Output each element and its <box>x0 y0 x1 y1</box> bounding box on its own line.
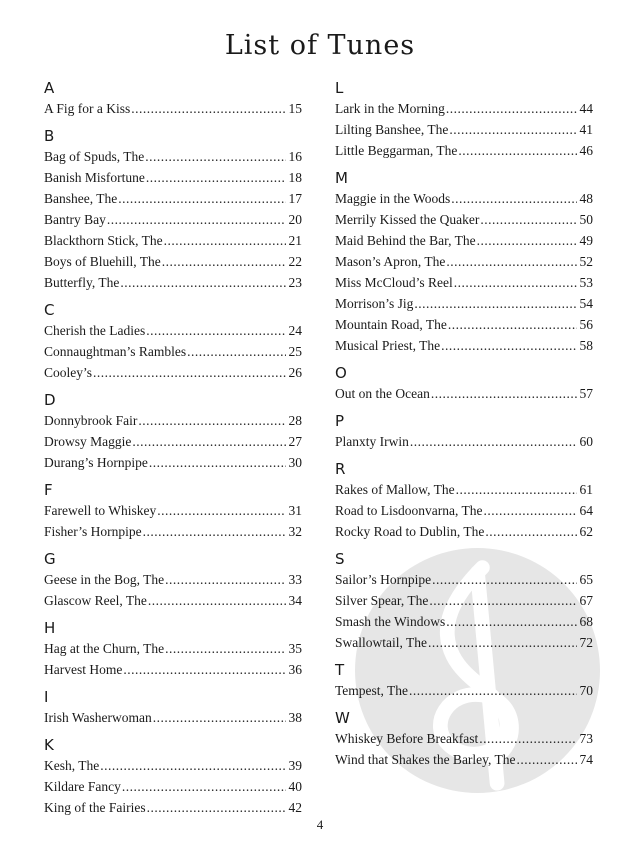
tune-page-number: 52 <box>579 254 593 269</box>
tune-page-number: 64 <box>579 503 593 518</box>
tune-page-number: 34 <box>288 593 302 608</box>
tune-page-number: 74 <box>579 752 593 767</box>
tune-page-number: 68 <box>579 614 593 629</box>
tune-entry <box>44 521 302 542</box>
tune-page-number: 62 <box>579 524 593 539</box>
tune-entry <box>44 362 302 383</box>
dot-leader <box>162 251 286 272</box>
section-letter: H <box>44 619 56 637</box>
tune-entry <box>335 209 593 230</box>
tune-page-number: 28 <box>288 413 302 428</box>
dot-leader <box>414 293 576 314</box>
tune-entry <box>335 230 593 251</box>
dot-leader <box>93 362 285 383</box>
tune-page-number: 25 <box>288 344 302 359</box>
section-b <box>44 126 302 293</box>
tune-page-number: 27 <box>288 434 302 449</box>
tune-name: Butterfly, The <box>44 275 120 290</box>
tune-name: Whiskey Before Breakfast <box>335 731 479 746</box>
tune-name: Planxty Irwin <box>335 434 409 449</box>
section-p <box>335 411 593 452</box>
tune-page-number: 35 <box>288 641 302 656</box>
dot-leader <box>446 251 576 272</box>
section-letter: W <box>335 709 350 727</box>
tune-entry <box>44 659 302 680</box>
tune-entry <box>335 251 593 272</box>
tune-name: Farewell to Whiskey <box>44 503 157 518</box>
tune-entry <box>44 638 302 659</box>
tune-page-number: 15 <box>288 101 302 116</box>
tune-entry <box>44 251 302 272</box>
tune-page-number: 57 <box>579 386 593 401</box>
dot-leader <box>147 797 286 818</box>
tune-entry <box>335 611 593 632</box>
section-letter: D <box>44 391 56 409</box>
dot-leader <box>157 500 285 521</box>
dot-leader <box>165 638 285 659</box>
left-column <box>44 78 302 818</box>
tune-entry <box>44 341 302 362</box>
tune-entry <box>335 500 593 521</box>
section-t <box>335 660 593 701</box>
tune-name: A Fig for a Kiss <box>44 101 131 116</box>
tune-name: Maid Behind the Bar, The <box>335 233 476 248</box>
tune-page-number: 56 <box>579 317 593 332</box>
dot-leader <box>429 590 576 611</box>
tune-entry <box>335 293 593 314</box>
dot-leader <box>480 209 576 230</box>
section-letter: G <box>44 550 56 568</box>
dot-leader <box>138 410 285 431</box>
dot-leader <box>132 431 285 452</box>
tune-name: Mountain Road, The <box>335 317 447 332</box>
dot-leader <box>477 230 577 251</box>
dot-leader <box>153 707 286 728</box>
section-h <box>44 618 302 680</box>
tune-page-number: 42 <box>288 800 302 815</box>
tune-name: Durang’s Hornpipe <box>44 455 148 470</box>
dot-leader <box>164 230 286 251</box>
section-letter: I <box>44 688 49 706</box>
tune-entry <box>335 383 593 404</box>
tune-page-number: 60 <box>579 434 593 449</box>
tune-page-number: 44 <box>579 101 593 116</box>
tune-page-number: 53 <box>579 275 593 290</box>
tune-name: Donnybrook Fair <box>44 413 138 428</box>
tune-entry <box>44 209 302 230</box>
tune-page-number: 23 <box>288 275 302 290</box>
section-w <box>335 708 593 770</box>
dot-leader <box>409 680 576 701</box>
section-letter: S <box>335 550 345 568</box>
tune-page-number: 40 <box>288 779 302 794</box>
tune-name: Bantry Bay <box>44 212 106 227</box>
tune-name: Banshee, The <box>44 191 118 206</box>
dot-leader <box>428 632 577 653</box>
dot-leader <box>146 167 286 188</box>
page-title: List of Tunes <box>224 30 416 61</box>
tune-name: Connaughtman’s Rambles <box>44 344 187 359</box>
tune-name: Hag at the Churn, The <box>44 641 165 656</box>
section-letter: B <box>44 127 55 145</box>
section-letter: P <box>335 412 345 430</box>
tune-entry <box>335 140 593 161</box>
tune-page-number: 36 <box>288 662 302 677</box>
tune-name: Maggie in the Woods <box>335 191 451 206</box>
tune-entry <box>335 680 593 701</box>
tune-name: Sailor’s Hornpipe <box>335 572 432 587</box>
tune-name: Glascow Reel, The <box>44 593 147 608</box>
dot-leader <box>446 98 577 119</box>
dot-leader <box>448 314 577 335</box>
dot-leader <box>100 755 285 776</box>
tune-entry <box>335 728 593 749</box>
tune-entry <box>335 188 593 209</box>
tune-name: Rocky Road to Dublin, The <box>335 524 485 539</box>
tune-name: Kesh, The <box>44 758 100 773</box>
tune-entry <box>44 590 302 611</box>
tune-entry <box>44 320 302 341</box>
tune-entry <box>44 797 302 818</box>
tune-name: Silver Spear, The <box>335 593 429 608</box>
tune-page-number: 72 <box>579 635 593 650</box>
tune-entry <box>44 569 302 590</box>
tune-page-number: 41 <box>579 122 593 137</box>
tune-page-number: 50 <box>579 212 593 227</box>
dot-leader <box>451 188 576 209</box>
tune-page-number: 20 <box>288 212 302 227</box>
tune-entry <box>44 167 302 188</box>
tune-entry <box>44 755 302 776</box>
tune-entry <box>335 119 593 140</box>
dot-leader <box>454 272 577 293</box>
tune-entry <box>335 590 593 611</box>
tune-name: Banish Misfortune <box>44 170 145 185</box>
dot-leader <box>456 479 577 500</box>
dot-leader <box>479 728 576 749</box>
dot-leader <box>118 188 285 209</box>
dot-leader <box>149 452 286 473</box>
section-letter: F <box>44 481 53 499</box>
tune-page-number: 67 <box>579 593 593 608</box>
section-letter: T <box>335 661 345 679</box>
dot-leader <box>432 569 576 590</box>
right-column <box>335 78 593 770</box>
tune-entry <box>335 272 593 293</box>
tune-name: Kildare Fancy <box>44 779 121 794</box>
section-letter: K <box>44 736 54 754</box>
section-s <box>335 549 593 653</box>
section-m <box>335 168 593 356</box>
tune-page-number: 48 <box>579 191 593 206</box>
tune-name: Lark in the Morning <box>335 101 445 116</box>
dot-leader <box>146 320 285 341</box>
tune-name: Smash the Windows <box>335 614 446 629</box>
tune-name: Musical Priest, The <box>335 338 441 353</box>
tune-page-number: 21 <box>288 233 302 248</box>
section-l <box>335 78 593 161</box>
tune-name: Boys of Bluehill, The <box>44 254 161 269</box>
tune-page-number: 26 <box>288 365 302 380</box>
tune-entry <box>44 272 302 293</box>
dot-leader <box>431 383 577 404</box>
section-o <box>335 363 593 404</box>
tune-page-number: 38 <box>288 710 302 725</box>
section-k <box>44 735 302 818</box>
tune-name: Wind that Shakes the Barley, The <box>335 752 516 767</box>
dot-leader <box>148 590 286 611</box>
section-letter: A <box>44 79 55 97</box>
tune-name: King of the Fairies <box>44 800 146 815</box>
tune-page-number: 17 <box>288 191 302 206</box>
dot-leader <box>145 146 285 167</box>
tune-page-number: 22 <box>288 254 302 269</box>
dot-leader <box>187 341 285 362</box>
tune-name: Road to Lisdoonvarna, The <box>335 503 483 518</box>
dot-leader <box>165 569 285 590</box>
tune-page-number: 58 <box>579 338 593 353</box>
tune-name: Cooley’s <box>44 365 93 380</box>
tune-name: Lilting Banshee, The <box>335 122 449 137</box>
dot-leader <box>143 521 286 542</box>
tune-entry <box>44 776 302 797</box>
tune-page-number: 24 <box>288 323 302 338</box>
tune-entry <box>335 431 593 452</box>
tune-entry <box>44 188 302 209</box>
tune-page-number: 49 <box>579 233 593 248</box>
tune-name: Drowsy Maggie <box>44 434 132 449</box>
tune-page-number: 39 <box>288 758 302 773</box>
tune-entry <box>44 452 302 473</box>
section-i <box>44 687 302 728</box>
tune-page-number: 46 <box>579 143 593 158</box>
tune-name: Mason’s Apron, The <box>335 254 446 269</box>
tune-page-number: 30 <box>288 455 302 470</box>
dot-leader <box>122 776 286 797</box>
tune-entry <box>335 314 593 335</box>
section-r <box>335 459 593 542</box>
dot-leader <box>123 659 285 680</box>
tune-page-number: 54 <box>579 296 593 311</box>
tune-entry <box>335 98 593 119</box>
tune-name: Rakes of Mallow, The <box>335 482 455 497</box>
section-letter: L <box>335 79 344 97</box>
dot-leader <box>441 335 576 356</box>
dot-leader <box>410 431 577 452</box>
tune-name: Swallowtail, The <box>335 635 427 650</box>
tune-entry <box>335 335 593 356</box>
dot-leader <box>449 119 576 140</box>
tune-page-number: 70 <box>579 683 593 698</box>
tune-name: Irish Washerwoman <box>44 710 152 725</box>
tune-entry <box>335 749 593 770</box>
dot-leader <box>120 272 285 293</box>
tune-entry <box>44 431 302 452</box>
dot-leader <box>458 140 576 161</box>
tune-page-number: 65 <box>579 572 593 587</box>
section-g <box>44 549 302 611</box>
tune-name: Morrison’s Jig <box>335 296 414 311</box>
tune-name: Cherish the Ladies <box>44 323 146 338</box>
dot-leader <box>446 611 576 632</box>
section-letter: O <box>335 364 347 382</box>
tune-page-number: 16 <box>288 149 302 164</box>
tune-name: Out on the Ocean <box>335 386 430 401</box>
tune-page-number: 33 <box>288 572 302 587</box>
section-f <box>44 480 302 542</box>
tune-page-number: 61 <box>579 482 593 497</box>
tune-page-number: 31 <box>288 503 302 518</box>
tune-name: Merrily Kissed the Quaker <box>335 212 480 227</box>
tune-page-number: 32 <box>288 524 302 539</box>
tune-name: Tempest, The <box>335 683 409 698</box>
tune-page-number: 18 <box>288 170 302 185</box>
tune-entry <box>335 521 593 542</box>
tune-entry <box>44 707 302 728</box>
section-a <box>44 78 302 119</box>
section-c <box>44 300 302 383</box>
tune-name: Little Beggarman, The <box>335 143 458 158</box>
tune-entry <box>44 500 302 521</box>
tune-entry <box>335 479 593 500</box>
dot-leader <box>107 209 286 230</box>
tune-name: Harvest Home <box>44 662 123 677</box>
tune-entry <box>335 632 593 653</box>
section-d <box>44 390 302 473</box>
section-letter: R <box>335 460 346 478</box>
dot-leader <box>131 98 285 119</box>
tune-entry <box>335 569 593 590</box>
tune-name: Bag of Spuds, The <box>44 149 145 164</box>
tune-entry <box>44 410 302 431</box>
tune-page-number: 73 <box>579 731 593 746</box>
dot-leader <box>485 521 576 542</box>
dot-leader <box>517 749 577 770</box>
section-letter: C <box>44 301 55 319</box>
tune-name: Geese in the Bog, The <box>44 572 165 587</box>
tune-entry <box>44 230 302 251</box>
tune-name: Miss McCloud’s Reel <box>335 275 453 290</box>
tune-name: Blackthorn Stick, The <box>44 233 163 248</box>
dot-leader <box>483 500 576 521</box>
section-letter: M <box>335 169 348 187</box>
tune-name: Fisher’s Hornpipe <box>44 524 142 539</box>
tune-entry <box>44 146 302 167</box>
tune-entry <box>44 98 302 119</box>
page-number: 4 <box>316 817 324 832</box>
